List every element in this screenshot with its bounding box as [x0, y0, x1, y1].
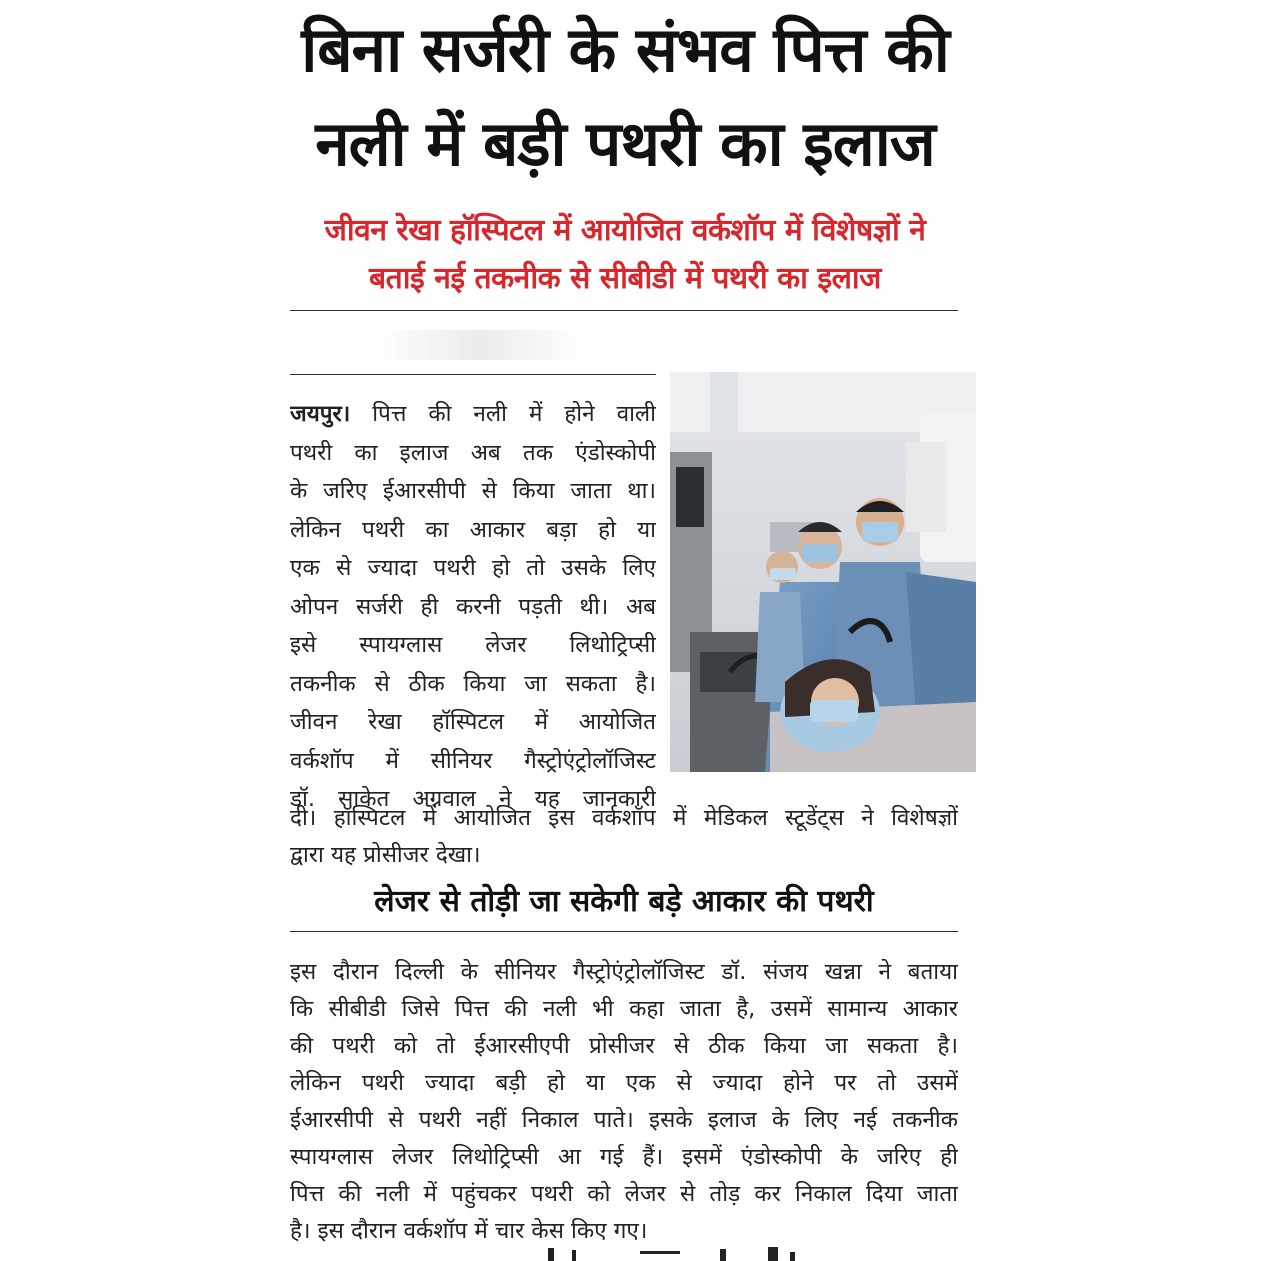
- faded-print-mark: [375, 330, 585, 360]
- paragraph-line: लेकिन पथरी ज्यादा बड़ी हो या एक से ज्यादा होने पर तो उसमें: [290, 1070, 958, 1096]
- paragraph-line: इस दौरान दिल्ली के सीनियर गैस्ट्रोएंट्रोलॉजिस्ट डॉ. संजय खन्ना ने बताया: [290, 959, 958, 985]
- workshop-photo: [670, 372, 976, 772]
- headline-line-1: बिना सर्जरी के संभव पित्त की: [301, 13, 949, 86]
- paragraph-line: द्वारा यह प्रोसीजर देखा।: [290, 842, 481, 868]
- column-top-divider: [290, 374, 656, 375]
- subheadline-line-2: बताई नई तकनीक से सीबीडी में पथरी का इलाज: [369, 261, 881, 296]
- cropped-next-heading: [520, 1246, 810, 1261]
- dateline: जयपुर।: [290, 401, 351, 427]
- paragraph-line: कि सीबीडी जिसे पित्त की नली भी कहा जाता है, उसमें सामान्य आकार: [290, 996, 958, 1022]
- column-line: वर्कशॉप में सीनियर गैस्ट्रोएंट्रोलॉजिस्ट: [290, 747, 656, 774]
- column-line: पथरी का इलाज अब तक एंडोस्कोपी: [290, 439, 656, 466]
- paragraph-line: पित्त की नली में पहुंचकर पथरी को लेजर से तोड़ कर निकाल दिया जाता: [290, 1181, 958, 1207]
- crosshead-divider: [290, 931, 958, 932]
- column-line: ओपन सर्जरी ही करनी पड़ती थी। अब: [290, 593, 656, 620]
- column-line: जीवन रेखा हॉस्पिटल में आयोजित: [290, 709, 656, 735]
- second-paragraph: [290, 954, 958, 1250]
- crosshead: लेजर से तोड़ी जा सकेगी बड़े आकार की पथरी: [374, 884, 874, 919]
- paragraph-line: ईआरसीपी से पथरी नहीं निकाल पाते। इसके इलाज के लिए नई तकनीक: [290, 1107, 958, 1133]
- column-line-text: पित्त की नली में होने वाली: [372, 401, 656, 427]
- column-line: इसे स्पायग्लास लेजर लिथोट्रिप्सी: [290, 632, 656, 658]
- intro-column: [290, 395, 656, 819]
- column-line: [290, 395, 656, 434]
- paragraph-line: की पथरी को तो ईआरसीएपी प्रोसीजर से ठीक किया जा सकता है।: [290, 1033, 958, 1059]
- paragraph-line: स्पायग्लास लेजर लिथोट्रिप्सी आ गई हैं। इसमें एंडोस्कोपी के जरिए ही: [290, 1144, 958, 1170]
- column-line: लेकिन पथरी का आकार बड़ा हो या: [290, 516, 656, 543]
- headline-divider: [290, 310, 958, 311]
- column-line: तकनीक से ठीक किया जा सकता है।: [290, 670, 656, 697]
- intro-continuation: [290, 800, 958, 874]
- paragraph-line: है। इस दौरान वर्कशॉप में चार केस किए गए।: [290, 1218, 648, 1244]
- subheadline-line-1: जीवन रेखा हॉस्पिटल में आयोजित वर्कशॉप में विशेषज्ञों ने: [324, 213, 926, 248]
- paragraph-line: दी। हॉस्पिटल में आयोजित इस वर्कशॉप में मेडिकल स्टूडेंट्स ने विशेषज्ञों: [290, 805, 958, 831]
- column-line: के जरिए ईआरसीपी से किया जाता था।: [290, 478, 656, 504]
- column-line: डॉ. साकेत अग्रवाल ने यह जानकारी: [290, 786, 656, 812]
- headline-line-2: नली में बड़ी पथरी का इलाज: [315, 107, 935, 180]
- column-line: एक से ज्यादा पथरी हो तो उसके लिए: [290, 555, 656, 581]
